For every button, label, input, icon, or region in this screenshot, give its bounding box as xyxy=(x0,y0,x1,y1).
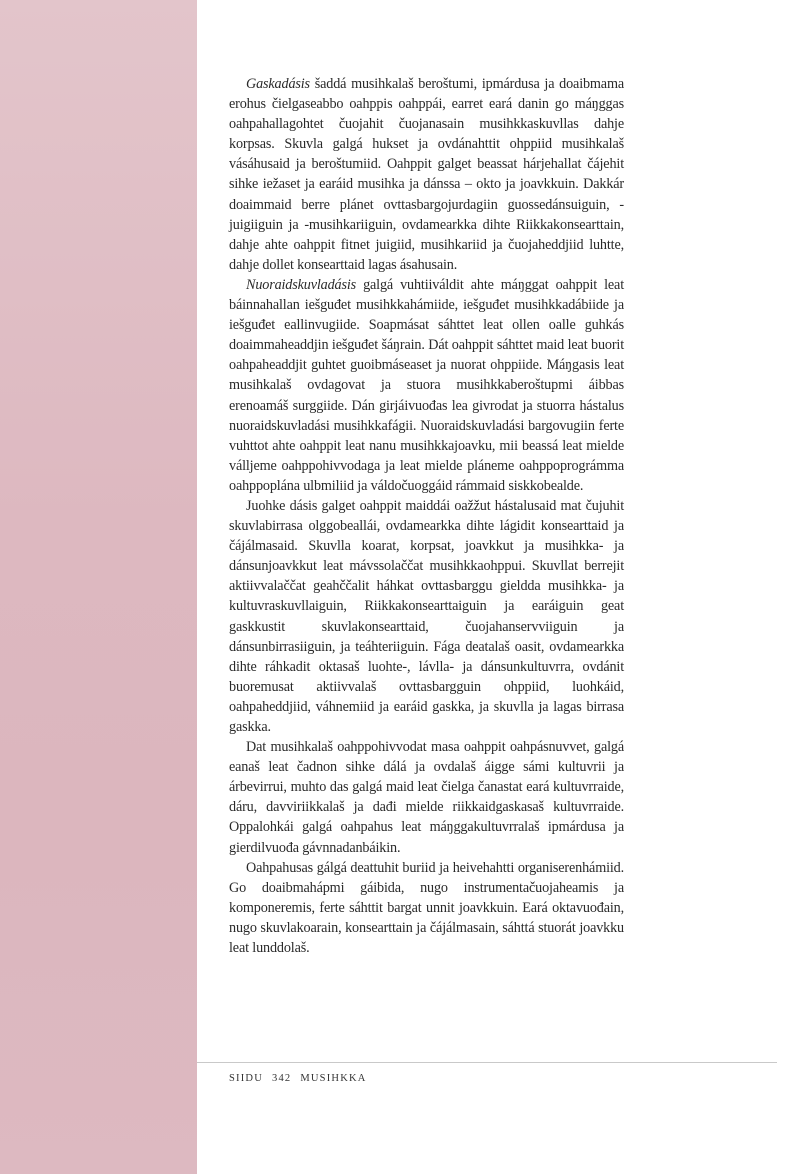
page-number: 342 xyxy=(272,1073,292,1084)
paragraph-text: šaddá musihkalaš beroštumi, ipmárdusa ja doaibmama erohus čielgaseabbo oahppis oahppái, earret eará danin go máŋggas oahpahallagohtet čuojahit čuojanasain musihkkaskuvllas dahje korpsas. Skuvla galgá hukset ja ovdánahttit ohppiid musihkalaš vásáhusaid ja beroštumiid. Oahppit galget beassat hárjehallat čájehit sihke iežaset ja earáid musihka ja dánssa – okto ja joavkkuin. Dakkár doaimmaid berre plánet ovttasbargojurdagiin guossedánsuiguin, -juigiiguin ja -musihkariiguin, ovdamearkka dihte Riikkakonsearttain, dahje ahte oahppit fitnet juigiid, musihkariid ja čuojaheddjiid luhtte, dahje dollet konsearttaid lagas ásahusain. xyxy=(229,76,624,273)
paragraph-text: Oahpahusas gálgá deattuhit buriid ja heivehahtti organiserenhámiid. Go doaibmahápmi gáibida, nugo instrumentačuojaheamis ja komponeremis, ferte sáhttit bargat unnit joavkkuin. Eará oktavuođain, nugo skuvlakoarain, konsearttain ja čájálmasain, sáhttá stuorát joavkku leat lunddolaš. xyxy=(229,859,624,957)
footer-divider xyxy=(197,1062,777,1063)
paragraph-text: galgá vuhtiiváldit ahte máŋggat oahppit leat báinnahallan iešguđet musihkkahámiide, iešguđet musihkkadábiide ja iešguđet eallinvugiide. Soapmásat sáhttet leat ollen oalle guhkás doaimmaheaddjin iešguđet šáŋrain. Dát oahppit sáhttet maid leat buorit oahpaheaddjit guhtet guoibmáseaset ja nuorat ohppiide. Máŋgasis leat musihkalaš ovdagovat ja stuora musihkkaberoštupmi áibbas erenoamáš surggiide. Dán girjáivuođas lea givrodat ja stuorra hástalus nuoraidskuvladási musihkkafágii. Nuoraidskuvladási bargovugiin ferte vuhttot ahte oahppit leat nanu musihkkajoavku, mii beassá leat mielde válljeme oahppohivvodaga ja leat mielde pláneme oahppoprográmma oahppoplána ulbmiliid ja váldočuoggáid rámmaid siskkobealde. xyxy=(229,276,624,494)
page-label: SIIDU xyxy=(229,1073,263,1084)
margin-strip xyxy=(0,0,197,1174)
paragraph-lead: Gaskadásis xyxy=(246,76,310,92)
paragraph-text: Dat musihkalaš oahppohivvodat masa oahppit oahpásnuvvet, galgá eanaš leat čadnon sihke dálá ja ovdalaš áigge sámi kultuvrii ja árbevirrui, muhto das galgá maid leat čielga čanastat eará kultuvrraide, dáru, davviriikkalaš ja dađi mielde riikkaidgaskasaš kultuvrraide. Oppalohkái galgá oahpahus leat máŋggakultuvrralaš ipmárdusa ja gierdilvuođa gávnnadanbáikin. xyxy=(229,739,624,856)
paragraph xyxy=(229,496,624,737)
paragraph xyxy=(229,858,624,958)
section-name: MUSIHKKA xyxy=(300,1073,367,1084)
page-footer xyxy=(229,1073,367,1084)
paragraph-lead: Nuoraidskuvladásis xyxy=(246,276,357,293)
body-text xyxy=(229,74,624,958)
paragraph xyxy=(229,74,624,275)
paragraph-text: Juohke dásis galget oahppit maiddái oažžut hástalusaid mat čujuhit skuvlabirrasa olggobeallái, ovdamearkka dihte lágidit konsearttaid ja čájálmasaid. Skuvlla koarat, korpsat, joavkkut ja musihkka- ja dánsunjoavkkut leat mávssolaččat musihkkaohppui. Skuvllat berrejit aktiivvalaččat geahččalit háhkat ovttasbarggu gieldda musihkka- ja kultuvraskuvllaiguin, Riikkakonsearttaiguin ja earáiguin geat gaskkustit skuvlakonsearttaid, čuojahanservviiguin ja dánsunbirrasiiguin, ja teáhteriiguin. Fága deatalaš oasit, ovdamearkka dihte ráhkadit oktasaš luohte-, lávlla- ja dánsunkultuvrra, ovdánit buoremusat aktiivvalaš ovttasbargguin ohppiid, luohkáid, oahpaheddjiid, váhnemiid ja earáid gaskka, ja skuvlla ja lagas birrasa gaskka. xyxy=(229,497,624,735)
paragraph xyxy=(229,737,624,858)
paragraph xyxy=(229,275,624,496)
